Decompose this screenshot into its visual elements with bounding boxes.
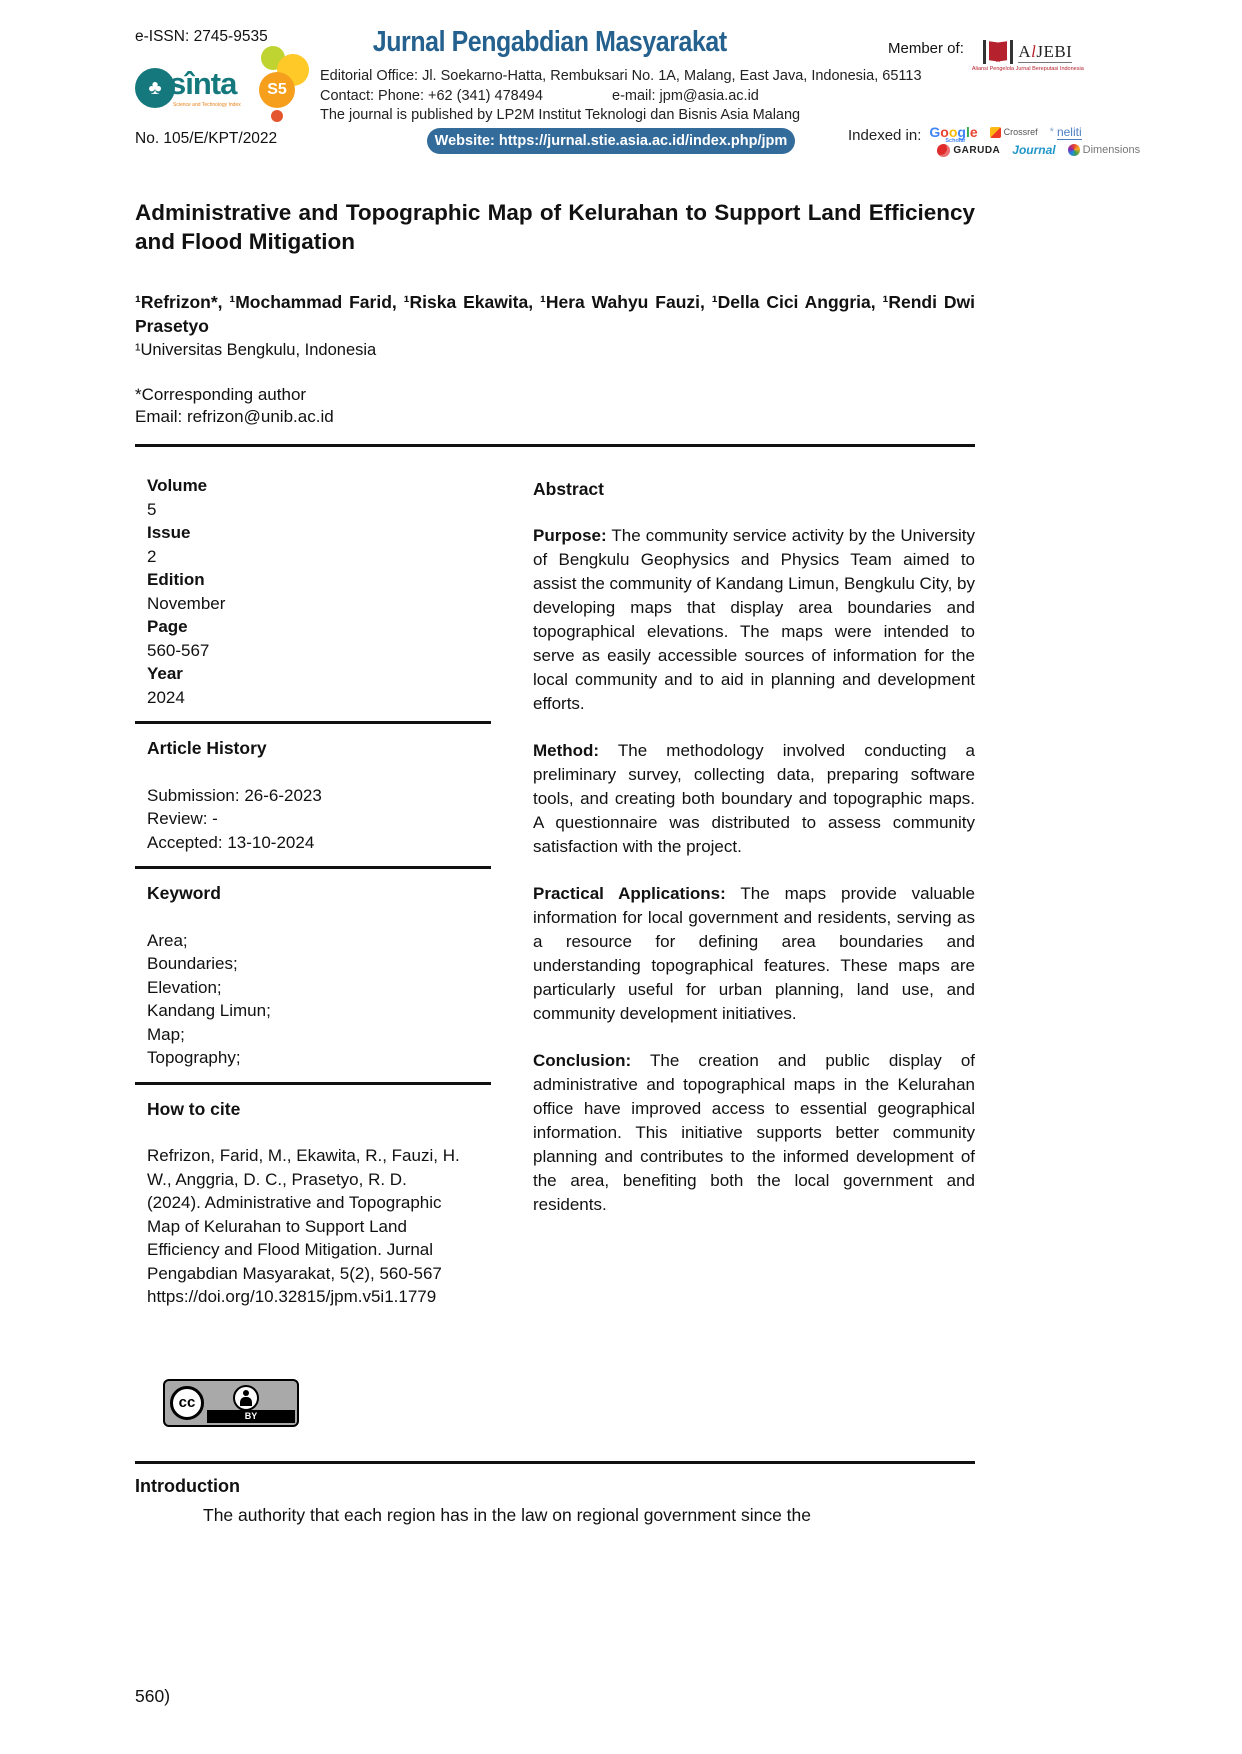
introduction-section bbox=[0, 1476, 1242, 1527]
dimensions-logo: Dimensions bbox=[1068, 144, 1140, 156]
volume-value: 5 bbox=[147, 499, 157, 519]
google-wordmark: Google bbox=[929, 124, 978, 140]
how-to-cite-title: How to cite bbox=[147, 1098, 241, 1119]
article-head bbox=[0, 198, 1242, 428]
member-of-block bbox=[888, 40, 1084, 72]
indexed-row-2 bbox=[937, 143, 1140, 157]
article-history-block bbox=[135, 737, 465, 854]
meta-column bbox=[135, 463, 491, 1309]
citation-text[interactable]: Refrizon, Farid, M., Ekawita, R., Fauzi, H. W., Anggria, D. C., Prasetyo, R. D. (2024). Administrative and Topographic Map of Kelurahan to Support Land Efficiency and Flood Mitigation. Jurnal Pengabdian Masyarakat, 5(2), 560-567 https://doi.org/10.32815/jpm.v5i1.1779 bbox=[147, 1146, 460, 1306]
abstract-conclusion: Conclusion: The creation and public display of administrative and topographical maps in the Kelurahan office have improved access to essential geographical information. This initiative supports better community planning and contributes to the informed development of the area, benefiting both the local government and residents. bbox=[533, 1051, 975, 1214]
affiliation-line: ¹Universitas Bengkulu, Indonesia bbox=[135, 341, 377, 359]
conclusion-label: Conclusion: bbox=[533, 1051, 632, 1070]
neliti-icon: * bbox=[1049, 126, 1054, 138]
book-icon bbox=[983, 40, 1013, 64]
editorial-office-line: Editorial Office: Jl. Soekarno-Hatta, Rembuksari No. 1A, Malang, East Java, Indonesia, 65113 bbox=[320, 68, 922, 84]
sinta-red-dot-icon bbox=[271, 110, 283, 122]
corresponding-block bbox=[135, 384, 975, 428]
issue-label: Issue bbox=[147, 523, 191, 542]
publisher-line: The journal is published by LP2M Institut Teknologi dan Bisnis Asia Malang bbox=[320, 107, 801, 123]
article-title: Administrative and Topographic Map of Kelurahan to Support Land Efficiency and Flood Mitigation bbox=[135, 200, 975, 254]
eissn-label: e-ISSN: 2745-9535 bbox=[135, 28, 268, 45]
garuda-icon bbox=[937, 144, 950, 157]
issue-value: 2 bbox=[147, 546, 157, 566]
submission-date: Submission: 26-6-2023 bbox=[147, 785, 322, 805]
journal-title: Jurnal Pengabdian Masyarakat bbox=[373, 26, 727, 58]
issue-info-block bbox=[135, 474, 465, 709]
crossref-logo: Crossref bbox=[990, 127, 1038, 138]
dimensions-icon bbox=[1068, 144, 1080, 156]
indexed-in-block bbox=[848, 124, 1140, 157]
crossref-icon bbox=[990, 127, 1001, 138]
page-label: Page bbox=[147, 617, 188, 636]
edition-value: November bbox=[147, 593, 226, 613]
keyword-item: Area; bbox=[147, 930, 188, 950]
corresponding-author-label: *Corresponding author bbox=[135, 385, 307, 404]
year-label: Year bbox=[147, 664, 183, 683]
website-link[interactable]: Website: https://jurnal.stie.asia.ac.id/index.php/jpm bbox=[427, 128, 795, 154]
divider bbox=[135, 1461, 975, 1464]
how-to-cite-block bbox=[135, 1098, 465, 1309]
abstract-practical-applications: Practical Applications: The maps provide valuable information for local government and residents, serving as a resource for defining area boundaries and understanding topographical features. These maps are particularly useful for urban planning, land use, and community development initiatives. bbox=[533, 884, 975, 1023]
keyword-item: Elevation; bbox=[147, 977, 222, 997]
aijebi-wordmark: AlJEBI bbox=[1018, 41, 1073, 61]
keyword-item: Kandang Limun; bbox=[147, 1001, 271, 1020]
indexed-row-1 bbox=[929, 124, 1140, 144]
journal-header bbox=[0, 0, 1242, 172]
method-label: Method: bbox=[533, 741, 600, 760]
practical-applications-label: Practical Applications: bbox=[533, 884, 726, 903]
neliti-logo: * neliti bbox=[1049, 124, 1082, 139]
sinta-wordmark: sînta bbox=[169, 66, 237, 101]
abstract-method: Method: The methodology involved conducting a preliminary survey, collecting data, preparing software tools, and creating both boundary and topographic maps. A questionnaire was distributed to assess community satisfaction with the project. bbox=[533, 741, 975, 856]
purpose-label: Purpose: bbox=[533, 526, 607, 545]
google-scholar-subtext: Scholar bbox=[945, 138, 966, 144]
sinta-tree-icon: ♣ bbox=[135, 68, 175, 108]
contact-email: e-mail: jpm@asia.ac.id bbox=[612, 88, 759, 104]
authors-line: ¹Refrizon*, ¹Mochammad Farid, ¹Riska Ekawita, ¹Hera Wahyu Fauzi, ¹Della Cici Anggria, ¹Rendi Dwi Prasetyo bbox=[135, 292, 975, 336]
sinta-rank-badge: S5 bbox=[259, 72, 295, 108]
sinta-logo bbox=[133, 52, 293, 128]
journal-logo: Journal bbox=[1012, 143, 1056, 157]
abstract-column bbox=[533, 463, 975, 1309]
divider bbox=[135, 721, 491, 724]
garuda-logo: GARUDA bbox=[937, 144, 1000, 157]
indexed-in-label: Indexed in: bbox=[848, 127, 922, 144]
cc-icon: cc bbox=[170, 1386, 204, 1420]
year-value: 2024 bbox=[147, 687, 185, 707]
article-history-title: Article History bbox=[147, 738, 267, 758]
divider bbox=[135, 866, 491, 869]
page-number: 560) bbox=[135, 1686, 171, 1706]
divider bbox=[135, 1082, 491, 1085]
volume-label: Volume bbox=[147, 476, 208, 495]
corresponding-email: Email: refrizon@unib.ac.id bbox=[135, 407, 334, 426]
aijebi-logo bbox=[972, 40, 1084, 72]
introduction-paragraph: The authority that each region has in the law on regional government since the bbox=[203, 1504, 812, 1525]
divider bbox=[135, 444, 975, 447]
keyword-title: Keyword bbox=[147, 883, 221, 903]
aijebi-subtext: Aliansi Pengelola Jurnal Bereputasi Indonesia bbox=[971, 66, 1084, 72]
columns bbox=[135, 463, 975, 1309]
review-date: Review: - bbox=[147, 809, 218, 828]
keyword-block bbox=[135, 882, 465, 1070]
contact-line bbox=[320, 88, 772, 104]
sinta-tagline: Science and Technology Index bbox=[173, 102, 241, 108]
abstract-purpose: Purpose: The community service activity by the University of Bengkulu Geophysics and Physics Team aimed to assist the community of Kandang Limun, Bengkulu City, by developing maps that display area boundaries and topographical elevations. The maps were intended to serve as easily accessible sources of information for the local community and to aid in planning and development efforts. bbox=[533, 526, 975, 713]
google-scholar-logo bbox=[929, 124, 978, 144]
keyword-item: Boundaries; bbox=[147, 954, 238, 973]
keyword-item: Map; bbox=[147, 1024, 185, 1044]
cc-by-label: BY bbox=[207, 1410, 295, 1423]
accepted-date: Accepted: 13-10-2024 bbox=[147, 832, 315, 852]
member-of-label: Member of: bbox=[888, 40, 964, 57]
edition-label: Edition bbox=[147, 570, 205, 589]
accreditation-number: No. 105/E/KPT/2022 bbox=[135, 130, 278, 147]
person-icon bbox=[233, 1385, 259, 1411]
keyword-item: Topography; bbox=[147, 1048, 241, 1067]
contact-phone: Contact: Phone: +62 (341) 478494 bbox=[320, 88, 543, 104]
cc-by-license-badge bbox=[163, 1379, 299, 1427]
page-value: 560-567 bbox=[147, 640, 210, 660]
introduction-title: Introduction bbox=[135, 1475, 240, 1496]
abstract-title: Abstract bbox=[533, 479, 604, 499]
